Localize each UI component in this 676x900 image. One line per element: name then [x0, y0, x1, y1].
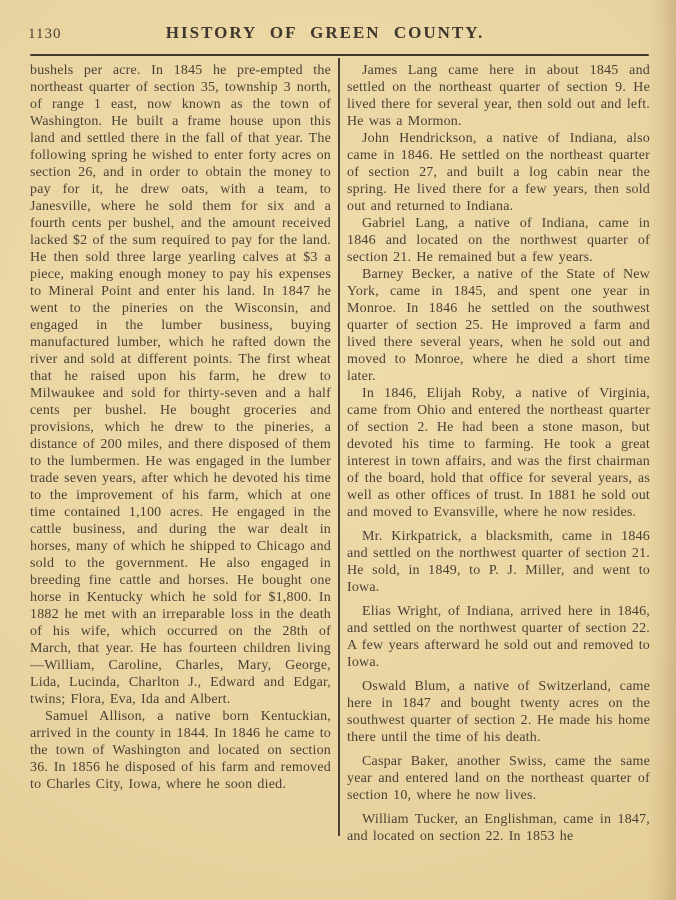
page-number: 1130: [28, 26, 62, 42]
paragraph: bushels per acre. In 1845 he pre-empted the northeast quarter of section 35, township 3 north, of range 1 east, now known as the town of Washington. He built a frame house upon this land and settled there in the fall of that year. The following spring he wished to enter forty acres on section 26, and in order to obtain the money to pay for it, he drew oats, with a team, to Janesville, where he sold them for six and a fourth cents per bushel, and the amount received lacked $2 of the sum required to pay for the land. He then sold three large yearling calves at $3 a piece, making enough money to pay his expenses to Mineral Point and enter his land. In 1847 he went to the pineries on the Wisconsin, and engaged in the lumber business, buying manufactured lumber, which he rafted down the river and sold at different points. The first wheat that he raised upon his farm, he drew to Milwaukee and sold for thirty-seven and a half cents per bushel. He bought groceries and provisions, which he drew to the pineries, a distance of 200 miles, and there disposed of them to the lumbermen. He was engaged in the lumber trade seven years, after which he devoted his time to the improvement of his farm, which at one time contained 1,100 acres. He engaged in the cattle business, and during the war dealt in horses, many of which he shipped to Chicago and sold to the government. He also engaged in breeding fine cattle and horses. He bought one horse in Kentucky which he sold for $1,800. In 1882 he met with an irreparable loss in the death of his wife, which occurred on the 28th of March, that year. He has fourteen children living—William, Caroline, Charles, Mary, George, Lida, Lucinda, Charlton J., Edward and Edgar, twins; Flora, Eva, Ida and Albert.: [30, 63, 331, 707]
right-column: [347, 62, 650, 845]
header-rule: [30, 54, 649, 56]
paragraph: Gabriel Lang, a native of Indiana, came in 1846 and located on the northwest quarter of section 21. He remained but a few years.: [347, 216, 650, 265]
paragraph: Mr. Kirkpatrick, a blacksmith, came in 1846 and settled on the northwest quarter of section 21. He sold, in 1849, to P. J. Miller, and went to Iowa.: [347, 529, 650, 595]
paragraph: Samuel Allison, a native born Kentuckian, arrived in the county in 1844. In 1846 he came to the town of Washington and located on section 36. In 1856 he disposed of his farm and removed to Charles City, Iowa, where he soon died.: [30, 709, 331, 792]
paragraph: James Lang came here in about 1845 and settled on the northeast quarter of section 9. He lived there for several year, then sold out and left. He was a Mormon.: [347, 63, 650, 129]
paragraph: In 1846, Elijah Roby, a native of Virginia, came from Ohio and entered the northeast quarter of section 2. He had been a stone mason, but devoted his time to farming. He took a great interest in town affairs, and was the first chairman of the board, hold that office for several years, as well as other offices of trust. In 1881 he sold out and moved to Evansville, where he now resides.: [347, 386, 650, 520]
column-divider: [338, 58, 340, 836]
paragraph: Oswald Blum, a native of Switzerland, came here in 1847 and bought twenty acres on the southwest quarter of section 2. He made his home there until the time of his death.: [347, 679, 650, 745]
page-title: HISTORY OF GREEN COUNTY.: [165, 23, 485, 42]
paragraph: William Tucker, an Englishman, came in 1847, and located on section 22. In 1853 he: [347, 812, 650, 844]
paragraph: Caspar Baker, another Swiss, came the same year and entered land on the northeast quarter of section 10, where he now lives.: [347, 754, 650, 803]
paragraph: Barney Becker, a native of the State of New York, came in 1845, and spent one year in Monroe. In 1846 he settled on the southwest quarter of section 25. He improved a farm and lived there several years, when he sold out and moved to Monroe, where he died a short time later.: [347, 267, 650, 384]
left-column: [30, 62, 331, 793]
paragraph: Elias Wright, of Indiana, arrived here in 1846, and settled on the northwest quarter of section 22. A few years afterward he sold out and removed to Iowa.: [347, 604, 650, 670]
paragraph: John Hendrickson, a native of Indiana, also came in 1846. He settled on the northeast quarter of section 27, and built a log cabin near the spring. He lived there for a few years, then sold out and returned to Indiana.: [347, 131, 650, 214]
